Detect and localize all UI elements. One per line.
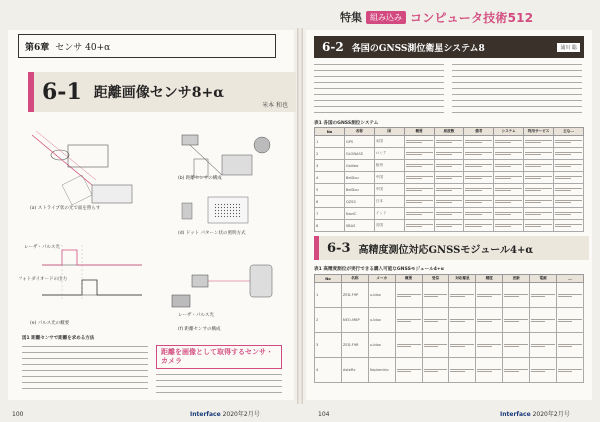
table-row (315, 184, 584, 196)
diagram-stripe-projection (32, 131, 132, 205)
table-cell (494, 184, 524, 196)
table-cell: ZED-F9P (341, 283, 368, 308)
table-cell (524, 184, 554, 196)
table-cell (476, 358, 503, 383)
table-cell: インド (374, 208, 404, 220)
table-cell (404, 148, 434, 160)
table-cell (494, 136, 524, 148)
table-cell (524, 208, 554, 220)
table-header-cell: 名称 (344, 128, 374, 136)
table-cell (524, 220, 554, 232)
table-cell (494, 160, 524, 172)
table-cell: ロシア (374, 148, 404, 160)
table-header-cell: No (315, 128, 345, 136)
table-cell: 1 (315, 136, 345, 148)
table-header-cell: 名称 (341, 275, 368, 283)
table2-caption: 表1 高精度測位が実行できる購入可能なGNSSモジュール4+α (314, 267, 444, 272)
table-cell (494, 148, 524, 160)
table-header-cell: No (315, 275, 342, 283)
table-cell: 3 (315, 333, 342, 358)
table-cell: BeiDou (344, 172, 374, 184)
page-gutter (297, 28, 303, 404)
fig-caption-d: (d) ドット パターン状の照明方式 (178, 231, 246, 236)
table-cell: 5 (315, 184, 345, 196)
table-cell (524, 148, 554, 160)
table-cell: 欧州 (374, 160, 404, 172)
table-cell: 7 (315, 208, 345, 220)
table-cell (524, 160, 554, 172)
table-cell (464, 160, 494, 172)
table-cell (554, 184, 584, 196)
diagram-pulse-timing (42, 245, 142, 300)
diagram-tof-configuration (172, 265, 272, 307)
brand-logo-left: Interface (190, 411, 221, 418)
table-header-cell: 精度 (476, 275, 503, 283)
section-6-2-banner (314, 36, 584, 58)
table-cell (503, 333, 530, 358)
table-header-cell: 電源 (530, 275, 557, 283)
table-cell: QZSS (344, 196, 374, 208)
table-cell (449, 358, 476, 383)
gnss-table (314, 127, 584, 232)
table-cell: ZED-F9R (341, 333, 368, 358)
issue-left: 2020年2月号 (222, 411, 260, 418)
series-title: コンピュータ技術512 (410, 10, 534, 25)
table-cell: u-blox (368, 333, 395, 358)
left-page (8, 30, 294, 400)
table-cell: GPS (344, 136, 374, 148)
right-page (306, 30, 592, 400)
callout-heading: 距離を画像として取得するセンサ・カメラ (156, 345, 282, 369)
table-cell (404, 196, 434, 208)
table-row (315, 220, 584, 232)
fig-caption-a: (a) ストライプ状の光で面を照らす (30, 206, 101, 211)
table-header-cell: 概要 (395, 275, 422, 283)
table-cell (557, 333, 584, 358)
page-number-left: 100 (12, 411, 24, 418)
table-cell (524, 136, 554, 148)
table-row (315, 308, 584, 333)
table-cell: 1 (315, 283, 342, 308)
table-cell (554, 160, 584, 172)
chapter-title: センサ 40+α (55, 42, 111, 53)
right-folio (318, 411, 329, 418)
author: 米本 和也 (262, 102, 288, 109)
series-tag: 特集 (340, 11, 362, 24)
series-badge: 組み込み (366, 11, 406, 24)
table-cell (530, 308, 557, 333)
table-cell (449, 308, 476, 333)
table-cell (530, 333, 557, 358)
table-cell (434, 196, 464, 208)
table-row (315, 148, 584, 160)
label-laser-pulse: レーザ・パルス光 (24, 245, 60, 250)
table-header-cell: 主な… (554, 128, 584, 136)
section-number: 6-1 (42, 79, 82, 105)
table-cell (524, 172, 554, 184)
fig-caption-b: (b) 距離センサの構成 (178, 176, 222, 181)
table-cell: 中国 (374, 184, 404, 196)
table-cell (449, 283, 476, 308)
figure-title: 図1 距離センサで距離を求める方法 (22, 336, 95, 341)
table-cell (434, 148, 464, 160)
table-cell: 8 (315, 220, 345, 232)
table-cell (530, 358, 557, 383)
table-cell (395, 333, 422, 358)
table-cell (464, 148, 494, 160)
table-row (315, 160, 584, 172)
table-cell: 米国 (374, 136, 404, 148)
table-header-cell: 受信 (422, 275, 449, 283)
table-cell (494, 220, 524, 232)
table-cell: BeiDou (344, 184, 374, 196)
table-cell (503, 283, 530, 308)
table-cell (554, 220, 584, 232)
table-cell (422, 333, 449, 358)
table-row (315, 136, 584, 148)
table-row (315, 196, 584, 208)
body-text-column-1 (22, 344, 148, 392)
table-cell (554, 136, 584, 148)
table-cell: 6 (315, 196, 345, 208)
table-cell: 各国 (374, 220, 404, 232)
table-cell (404, 136, 434, 148)
brand-logo-right: Interface (500, 411, 531, 418)
table-cell (494, 208, 524, 220)
diagram-dot-pattern (182, 197, 248, 223)
diagram-sensor-structure (182, 135, 270, 177)
table-row (315, 172, 584, 184)
table-cell (464, 220, 494, 232)
table-cell (395, 283, 422, 308)
table-cell (557, 283, 584, 308)
table-cell (404, 220, 434, 232)
issue-right: 2020年2月号 (532, 411, 570, 418)
table-cell (464, 184, 494, 196)
table-cell (557, 358, 584, 383)
table-cell (395, 308, 422, 333)
table-cell: u-blox (368, 308, 395, 333)
table-header-cell: 更新 (503, 275, 530, 283)
label-photodiode: フォトダイオードの出力 (18, 277, 68, 282)
section-6-3-banner (314, 236, 589, 260)
table-cell: 4 (315, 172, 345, 184)
table-cell: 中国 (374, 172, 404, 184)
table-header-cell: 周波数 (434, 128, 464, 136)
table1-caption: 表1 各国のGNSS測位システム (314, 121, 379, 126)
table-cell (476, 333, 503, 358)
table-cell (404, 160, 434, 172)
table-cell (554, 196, 584, 208)
table-cell (494, 172, 524, 184)
section-title: 距離画像センサ8+α (93, 85, 224, 101)
fig-caption-f: (f) 距離センサの構成 (178, 327, 221, 332)
table-cell (530, 283, 557, 308)
table-row (315, 208, 584, 220)
table-row (315, 333, 584, 358)
right-footer (500, 409, 570, 418)
table-cell: Galileo (344, 160, 374, 172)
table-header-cell: 国 (374, 128, 404, 136)
table-cell: Septentrio (368, 358, 395, 383)
table-cell (434, 208, 464, 220)
table-cell (434, 184, 464, 196)
table-header-cell: メーカ (368, 275, 395, 283)
section-6-2-title: 各国のGNSS測位衛星システム8 (351, 43, 485, 54)
table-cell: GLONASS (344, 148, 374, 160)
table-row (315, 358, 584, 383)
gnss-module-table (314, 274, 584, 383)
table-cell (494, 196, 524, 208)
section-6-3-number: 6-3 (327, 240, 351, 256)
table-cell (554, 172, 584, 184)
series-header (340, 8, 592, 26)
table-cell: NavIC (344, 208, 374, 220)
table-cell: AsteRx (341, 358, 368, 383)
fig-caption-e: (e) パルス光の概要 (30, 321, 70, 326)
table-cell: 2 (315, 308, 342, 333)
section-banner (28, 72, 296, 112)
page-number-right: 104 (318, 411, 330, 418)
table-cell (434, 172, 464, 184)
table-cell (404, 172, 434, 184)
gnss-text-col-2 (452, 62, 582, 116)
table-cell (395, 358, 422, 383)
table-header-cell: 備考 (464, 128, 494, 136)
table-cell (503, 308, 530, 333)
table-cell (422, 308, 449, 333)
table-cell (434, 220, 464, 232)
section-6-2-number: 6-2 (322, 40, 344, 54)
table-cell (404, 184, 434, 196)
table-cell: 2 (315, 148, 345, 160)
table-cell (404, 208, 434, 220)
table-cell: 3 (315, 160, 345, 172)
left-footer (190, 409, 260, 418)
table-header-cell: 利用サービス (524, 128, 554, 136)
table-cell: 4 (315, 358, 342, 383)
table-cell (476, 308, 503, 333)
section-6-3-title: 高精度測位対応GNSSモジュール4+α (358, 244, 534, 256)
table-cell (422, 358, 449, 383)
table-header-cell: 概要 (404, 128, 434, 136)
chapter-number: 第6章 (25, 42, 50, 53)
table-cell: SBAS (344, 220, 374, 232)
table-cell (449, 333, 476, 358)
left-folio (12, 411, 23, 418)
table-cell (503, 358, 530, 383)
table-cell (476, 283, 503, 308)
table-cell (554, 148, 584, 160)
gnss-text-col-1 (314, 62, 444, 116)
table-cell (434, 160, 464, 172)
table-cell (464, 208, 494, 220)
table-header-cell: … (557, 275, 584, 283)
table-cell (557, 308, 584, 333)
table-cell (464, 172, 494, 184)
table-cell (434, 136, 464, 148)
section-6-2-author: 浦川 聡 (557, 43, 580, 52)
body-text-column-2 (156, 372, 282, 394)
table-cell (464, 196, 494, 208)
table-cell (524, 196, 554, 208)
table-header-cell: 対応衛星 (449, 275, 476, 283)
label-laser-pulse-2: レーザ・パルス光 (178, 313, 214, 318)
table-row (315, 283, 584, 308)
table-cell (464, 136, 494, 148)
table-header-cell: システム (494, 128, 524, 136)
table-cell (422, 283, 449, 308)
table-cell: u-blox (368, 283, 395, 308)
table-cell (554, 208, 584, 220)
table-cell: NEO-M8P (341, 308, 368, 333)
table-cell: 日本 (374, 196, 404, 208)
chapter-header (18, 34, 276, 58)
